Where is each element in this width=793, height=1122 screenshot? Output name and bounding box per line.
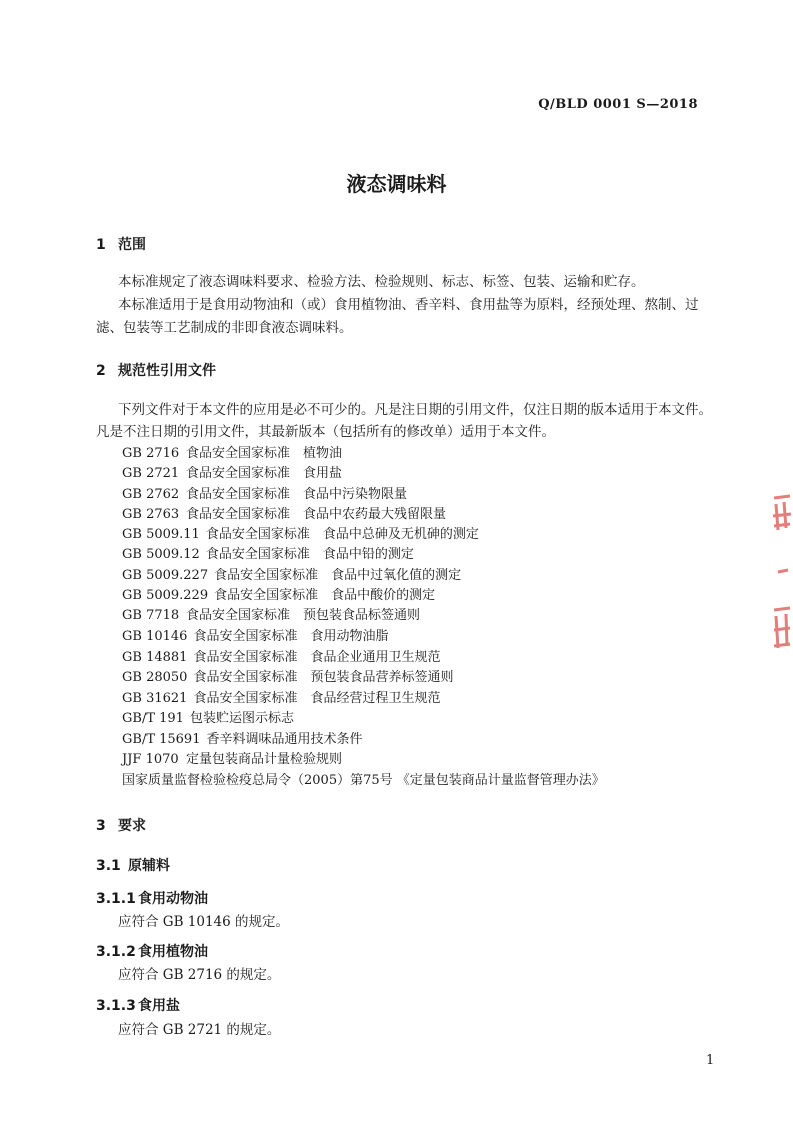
reference-code: GB 5009.229 xyxy=(122,588,209,603)
clause-heading xyxy=(96,941,208,961)
paragraph: 本标准规定了液态调味料要求、检验方法、检验规则、标志、标签、包装、运输和贮存。 xyxy=(118,274,645,290)
subsection-title: 原辅料 xyxy=(128,858,170,874)
reference-title: 食品安全国家标准 食品企业通用卫生规范 xyxy=(193,650,441,665)
reference-title: 食品安全国家标准 食品中过氧化值的测定 xyxy=(214,568,462,583)
clause-text: 应符合 GB 10146 的规定。 xyxy=(118,914,290,930)
section-2-heading xyxy=(96,360,216,380)
section-number: 1 xyxy=(96,237,106,253)
reference-item xyxy=(122,586,435,606)
reference-code: GB/T 191 xyxy=(122,711,184,726)
reference-title: 食品安全国家标准 食品中铅的测定 xyxy=(205,547,414,562)
section-number: 2 xyxy=(96,363,106,379)
clause-heading xyxy=(96,995,180,1015)
document-code: Q/BLD 0001 S—2018 xyxy=(538,97,698,112)
reference-title: 包装贮运图示标志 xyxy=(189,711,294,726)
clause-title: 食用盐 xyxy=(138,998,180,1014)
reference-title: 食品安全国家标准 植物油 xyxy=(186,446,343,461)
reference-title: 食品安全国家标准 预包装食品标签通则 xyxy=(186,608,421,623)
reference-title: 食品安全国家标准 预包装食品营养标签通则 xyxy=(193,670,454,685)
section-3-heading xyxy=(96,815,146,835)
reference-item xyxy=(122,709,294,729)
reference-item xyxy=(122,525,479,545)
reference-item xyxy=(122,730,363,750)
reference-code: GB 7718 xyxy=(122,608,180,623)
reference-code: GB 2716 xyxy=(122,446,180,461)
subsection-number: 3.1 xyxy=(96,858,121,874)
clause-heading xyxy=(96,888,208,908)
reference-title: 食品安全国家标准 食品中酸价的测定 xyxy=(214,588,436,603)
reference-title: 食品安全国家标准 食品中污染物限量 xyxy=(186,487,408,502)
section-title: 规范性引用文件 xyxy=(118,363,216,379)
reference-item xyxy=(122,689,440,709)
reference-code: GB 5009.227 xyxy=(122,568,209,583)
clause-text: 应符合 GB 2716 的规定。 xyxy=(118,967,281,983)
reference-code: GB 2763 xyxy=(122,507,180,522)
clause-title: 食用植物油 xyxy=(138,944,208,960)
reference-code: GB 14881 xyxy=(122,650,188,665)
reference-code: GB 28050 xyxy=(122,670,188,685)
document-title: 液态调味料 xyxy=(346,172,447,196)
page-number: 1 xyxy=(706,1053,715,1068)
reference-title: 香辛料调味品通用技术条件 xyxy=(206,732,363,747)
reference-item xyxy=(122,566,461,586)
paragraph: 本标准适用于是食用动物油和（或）食用植物油、香辛料、食用盐等为原料，经预处理、熬制、过 xyxy=(118,297,699,313)
reference-item xyxy=(122,648,440,668)
reference-item xyxy=(122,444,342,464)
paragraph: 凡是不注日期的引用文件，其最新版本（包括所有的修改单）适用于本文件。 xyxy=(96,424,555,440)
section-1-heading xyxy=(96,234,146,254)
reference-item xyxy=(122,464,342,484)
reference-title: 食品安全国家标准 食品中农药最大残留限量 xyxy=(186,507,447,522)
reference-item xyxy=(122,505,446,525)
clause-text: 应符合 GB 2721 的规定。 xyxy=(118,1022,281,1038)
clause-number: 3.1.1 xyxy=(96,891,136,907)
reference-item xyxy=(122,668,453,688)
reference-item xyxy=(122,750,342,770)
reference-code: GB 5009.12 xyxy=(122,547,200,562)
reference-title: 食品安全国家标准 食品中总砷及无机砷的测定 xyxy=(205,527,479,542)
subsection-heading xyxy=(96,855,170,875)
paragraph: 滤、包装等工艺制成的非即食液态调味料。 xyxy=(96,320,353,336)
reference-decree: 国家质量监督检验检疫总局令（2005）第75号 《定量包装商品计量监督管理办法》 xyxy=(122,773,605,788)
section-title: 要求 xyxy=(118,818,146,834)
reference-title: 定量包装商品计量检验规则 xyxy=(186,752,343,767)
section-title: 范围 xyxy=(118,237,146,253)
reference-code: GB 2762 xyxy=(122,487,180,502)
seal-stamp xyxy=(768,490,793,660)
section-number: 3 xyxy=(96,818,106,834)
paragraph: 下列文件对于本文件的应用是必不可少的。凡是注日期的引用文件，仅注日期的版本适用于本文件。 xyxy=(118,402,712,418)
reference-item xyxy=(122,545,414,565)
clause-number: 3.1.2 xyxy=(96,944,136,960)
reference-title: 食品安全国家标准 食用动物油脂 xyxy=(193,629,389,644)
reference-item xyxy=(122,627,388,647)
reference-code: GB/T 15691 xyxy=(122,732,201,747)
reference-code: GB 5009.11 xyxy=(122,527,200,542)
reference-code: GB 2721 xyxy=(122,466,180,481)
reference-code: GB 31621 xyxy=(122,691,188,706)
reference-code: GB 10146 xyxy=(122,629,188,644)
reference-item xyxy=(122,485,407,505)
reference-code: JJF 1070 xyxy=(122,752,179,767)
reference-title: 食品安全国家标准 食品经营过程卫生规范 xyxy=(193,691,441,706)
reference-title: 食品安全国家标准 食用盐 xyxy=(186,466,343,481)
clause-title: 食用动物油 xyxy=(138,891,208,907)
reference-item xyxy=(122,606,420,626)
clause-number: 3.1.3 xyxy=(96,998,136,1014)
